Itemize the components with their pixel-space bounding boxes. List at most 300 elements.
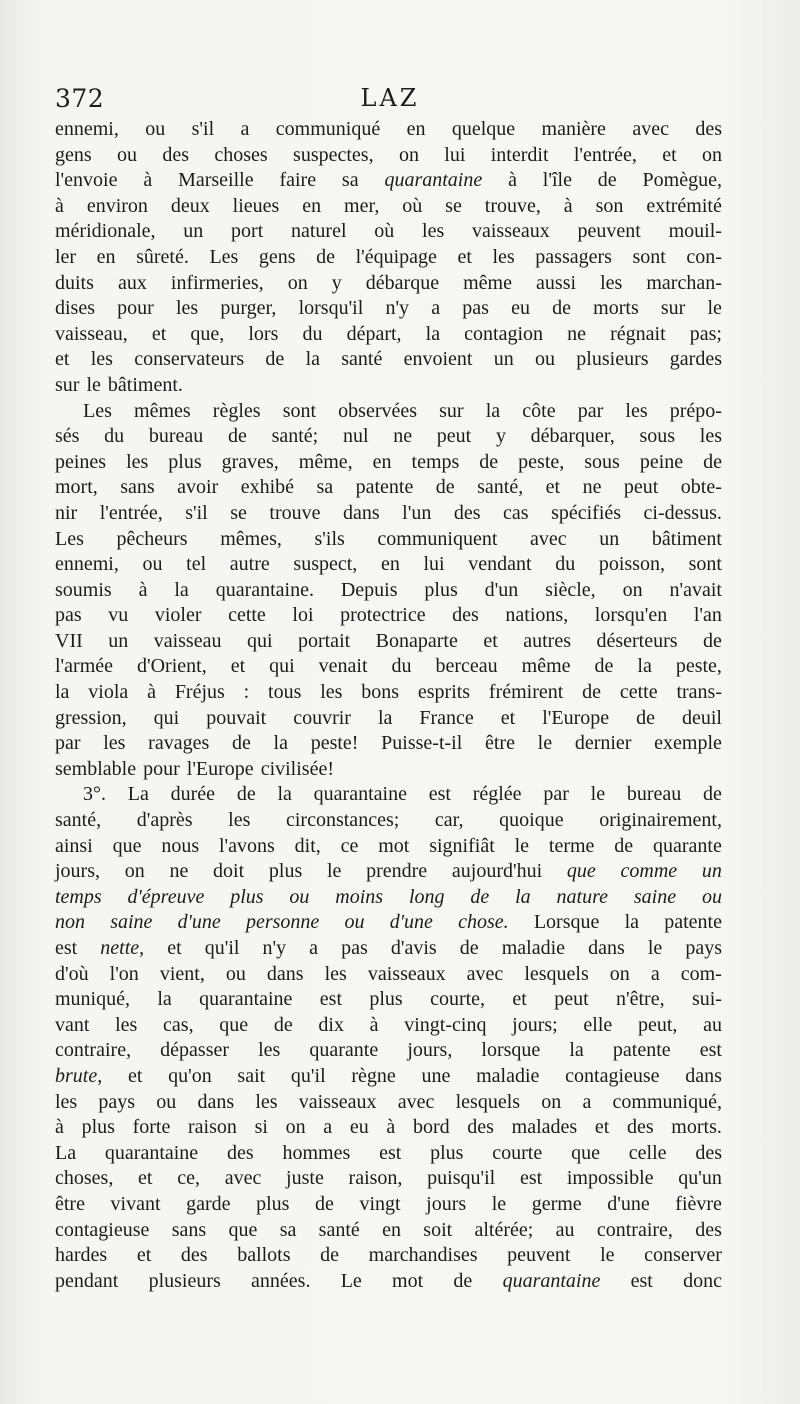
word: a bbox=[323, 1116, 333, 1139]
word: a bbox=[240, 118, 250, 140]
text-line bbox=[55, 1141, 722, 1167]
word: à bbox=[386, 1116, 396, 1139]
word: mouil- bbox=[668, 220, 722, 243]
word: lesquels bbox=[524, 962, 589, 985]
text-line bbox=[55, 603, 722, 629]
word: débarque bbox=[365, 271, 440, 294]
word: vient, bbox=[159, 962, 205, 985]
word: soit bbox=[423, 1218, 453, 1241]
text-line bbox=[55, 987, 722, 1013]
word: contagieuse bbox=[55, 1218, 150, 1241]
word: au bbox=[703, 1013, 722, 1036]
word: un bbox=[599, 527, 620, 550]
word: ou bbox=[117, 143, 138, 166]
word: santé, bbox=[55, 809, 102, 832]
word: choses bbox=[214, 143, 268, 166]
word: Les bbox=[209, 245, 239, 268]
word: tous bbox=[268, 681, 302, 704]
word: par bbox=[55, 732, 81, 755]
word: altérée; bbox=[474, 1218, 534, 1241]
word: la bbox=[305, 348, 320, 371]
word: impossible bbox=[566, 1167, 654, 1190]
word: à bbox=[508, 169, 517, 192]
word: pas; bbox=[689, 322, 722, 345]
word: gardes bbox=[669, 348, 722, 371]
word: ravages bbox=[148, 732, 210, 755]
word: passagers bbox=[535, 245, 612, 268]
word: ce, bbox=[177, 1167, 200, 1190]
word: soumis bbox=[55, 578, 112, 601]
word: port bbox=[231, 220, 264, 243]
text-line bbox=[55, 1218, 722, 1244]
word: dit, bbox=[294, 834, 321, 857]
word: spécifiés bbox=[551, 501, 622, 524]
word: malades bbox=[511, 1116, 578, 1139]
word: se bbox=[230, 501, 247, 524]
text-line bbox=[55, 271, 722, 297]
word: vu bbox=[108, 604, 129, 627]
word: la bbox=[637, 655, 652, 678]
word: sans bbox=[120, 476, 155, 499]
word: sur bbox=[660, 297, 686, 320]
word: des bbox=[162, 143, 190, 166]
word: originairement, bbox=[599, 809, 722, 832]
word: sa bbox=[341, 169, 359, 192]
word: infirmeries, bbox=[170, 271, 264, 294]
word: l'île bbox=[542, 169, 572, 192]
word: avoir bbox=[177, 476, 219, 499]
word: avec bbox=[632, 118, 669, 140]
word: s'il bbox=[185, 501, 208, 524]
word: mêmes, bbox=[220, 527, 282, 550]
word: et bbox=[483, 629, 498, 652]
word: de bbox=[227, 425, 247, 448]
word: le bbox=[326, 860, 342, 883]
body-text bbox=[55, 117, 722, 1294]
word: un bbox=[108, 629, 129, 652]
word: qu'il bbox=[290, 1064, 326, 1087]
word: muniqué, bbox=[55, 988, 130, 1011]
word: règles bbox=[212, 399, 261, 422]
word: aux bbox=[117, 271, 147, 294]
word: mer, bbox=[344, 194, 380, 217]
word: on bbox=[285, 1116, 306, 1139]
word: non bbox=[55, 911, 85, 934]
word: on bbox=[609, 962, 630, 985]
word: d'une bbox=[389, 911, 433, 934]
word: ne bbox=[567, 322, 587, 345]
word: peste, bbox=[675, 655, 722, 678]
word: vivant bbox=[110, 1192, 161, 1215]
word: et bbox=[457, 245, 472, 268]
word: graves, bbox=[221, 450, 279, 473]
word: sur bbox=[439, 399, 464, 422]
word: de bbox=[273, 1013, 293, 1036]
word: Pomègue, bbox=[642, 169, 722, 192]
text-line bbox=[55, 1064, 722, 1090]
word: où bbox=[402, 194, 423, 217]
word: s'ils bbox=[314, 527, 345, 550]
word: prendre bbox=[366, 860, 428, 883]
word: le bbox=[514, 834, 530, 857]
word: purger, bbox=[220, 297, 277, 320]
word: peut bbox=[436, 425, 472, 448]
word: ou bbox=[535, 348, 556, 371]
word: cette bbox=[619, 681, 658, 704]
word: plus bbox=[369, 988, 403, 1011]
word: pas bbox=[55, 604, 82, 627]
word: ou bbox=[156, 1090, 177, 1113]
word: on bbox=[398, 143, 419, 166]
word: suspect, bbox=[293, 553, 358, 576]
text-line bbox=[55, 219, 722, 245]
text-line bbox=[55, 578, 722, 604]
word: des bbox=[467, 1116, 494, 1139]
word: vaisseau bbox=[153, 629, 222, 652]
word: sui- bbox=[691, 988, 722, 1011]
word: patente bbox=[612, 1039, 671, 1062]
word: semblable bbox=[55, 757, 137, 780]
word: la bbox=[55, 681, 70, 704]
text-line bbox=[55, 1192, 722, 1218]
word: à bbox=[143, 169, 153, 192]
word: puisqu'il bbox=[427, 1167, 496, 1190]
word: VII bbox=[55, 629, 83, 652]
word: venait bbox=[318, 655, 368, 678]
word: Marseille bbox=[178, 169, 254, 192]
word: sés bbox=[55, 425, 80, 448]
word: brute, bbox=[55, 1064, 103, 1087]
word: quarantaine bbox=[104, 1141, 199, 1164]
word: être bbox=[484, 732, 515, 755]
word: eu bbox=[511, 297, 530, 320]
word: quarantaine bbox=[502, 1269, 601, 1292]
word: de bbox=[614, 834, 634, 857]
word: et bbox=[594, 1116, 610, 1139]
word: contagion bbox=[464, 322, 544, 345]
word: Depuis bbox=[340, 578, 398, 601]
word: le bbox=[647, 937, 663, 959]
word: cas bbox=[503, 501, 529, 524]
word: à bbox=[55, 1116, 64, 1139]
word: nette, bbox=[100, 937, 145, 959]
word: au bbox=[555, 1218, 575, 1241]
word: dans bbox=[266, 962, 304, 985]
word: nous bbox=[161, 834, 200, 857]
word: à bbox=[563, 194, 573, 217]
word: peuvent bbox=[507, 1244, 571, 1267]
word: des bbox=[452, 604, 479, 627]
word: les bbox=[255, 1090, 278, 1113]
word: qu'il bbox=[204, 937, 240, 959]
word: quarantaine. bbox=[215, 578, 314, 601]
word: du bbox=[302, 322, 323, 345]
page-number: 372 bbox=[55, 84, 105, 113]
word: maladie bbox=[476, 1064, 540, 1087]
word: aujourd'hui bbox=[451, 860, 543, 883]
word: de bbox=[265, 348, 285, 371]
word: on bbox=[124, 860, 145, 883]
word: obte- bbox=[680, 476, 722, 499]
word: de bbox=[470, 885, 490, 908]
word: celle bbox=[628, 1141, 667, 1164]
word: quarantaine bbox=[313, 783, 407, 806]
word: les bbox=[422, 220, 445, 243]
word: de bbox=[552, 297, 572, 320]
word: ler bbox=[55, 245, 77, 268]
word: mot bbox=[378, 834, 410, 857]
word: bâtiment bbox=[651, 527, 722, 550]
word: manière bbox=[541, 118, 606, 140]
word: plus bbox=[256, 1192, 290, 1215]
text-line bbox=[55, 527, 722, 553]
word: elle bbox=[583, 1013, 613, 1036]
word: les bbox=[320, 681, 343, 704]
word: que bbox=[228, 1218, 258, 1241]
word: contraire, bbox=[55, 1039, 132, 1062]
text-line bbox=[55, 296, 722, 322]
word: par bbox=[577, 399, 604, 422]
word: 3°. bbox=[83, 783, 106, 806]
word: poisson, bbox=[598, 553, 665, 576]
text-line bbox=[55, 450, 722, 476]
word: la bbox=[157, 988, 172, 1011]
word: le bbox=[537, 732, 553, 755]
text-line bbox=[55, 117, 722, 143]
word: un bbox=[493, 348, 514, 371]
word: morts. bbox=[671, 1116, 722, 1139]
word: peut, bbox=[637, 1013, 678, 1036]
word: deux bbox=[170, 194, 210, 217]
word: long bbox=[408, 885, 445, 908]
word: hommes bbox=[282, 1141, 351, 1164]
word: comme bbox=[620, 860, 678, 883]
word: qui bbox=[246, 629, 273, 652]
word: Les bbox=[83, 399, 112, 422]
word: est bbox=[428, 783, 451, 806]
word: méridionale, bbox=[55, 220, 156, 243]
word: de bbox=[315, 1192, 334, 1215]
word: de bbox=[703, 783, 722, 806]
word: les bbox=[625, 399, 648, 422]
word: faire bbox=[279, 169, 317, 192]
word: interdit bbox=[490, 143, 549, 166]
word: gens bbox=[55, 143, 92, 166]
word: le bbox=[491, 1192, 507, 1215]
text-line bbox=[55, 475, 722, 501]
word: les bbox=[600, 271, 623, 294]
word: de bbox=[453, 1269, 473, 1292]
word: et bbox=[662, 143, 677, 166]
text-line bbox=[55, 399, 722, 425]
word: est bbox=[699, 1039, 722, 1062]
word: sont bbox=[632, 245, 666, 268]
word: la bbox=[515, 885, 531, 908]
word: réglée bbox=[472, 783, 522, 806]
word: pour bbox=[117, 297, 154, 320]
word: santé, bbox=[477, 476, 524, 499]
word: est bbox=[319, 988, 343, 1011]
word: où bbox=[374, 220, 395, 243]
word: naturel bbox=[291, 220, 347, 243]
word: l'armée bbox=[55, 655, 114, 678]
word: les bbox=[115, 1013, 138, 1036]
word: bord bbox=[412, 1116, 450, 1139]
word: de bbox=[231, 732, 251, 755]
word: circonstances; bbox=[286, 809, 400, 832]
word: dans bbox=[197, 1090, 235, 1113]
word: pas bbox=[341, 937, 368, 959]
word: années. bbox=[251, 1269, 311, 1292]
word: les bbox=[175, 297, 199, 320]
word: l'an bbox=[693, 604, 722, 627]
word: plus bbox=[268, 860, 303, 883]
word: juste bbox=[286, 1167, 324, 1190]
word: prépo- bbox=[669, 399, 722, 422]
text-line bbox=[55, 1269, 722, 1295]
word: de bbox=[703, 450, 722, 473]
word: mot bbox=[392, 1269, 424, 1292]
word: de bbox=[479, 450, 499, 473]
word: ou bbox=[701, 885, 722, 908]
word: maladie bbox=[501, 937, 566, 959]
word: lui bbox=[423, 553, 445, 576]
word: pendant bbox=[55, 1269, 119, 1292]
text-line bbox=[55, 757, 722, 783]
word: et bbox=[545, 476, 561, 499]
word: la bbox=[485, 399, 501, 422]
word: chose. bbox=[458, 911, 509, 934]
word: Puisse-t-il bbox=[381, 732, 463, 755]
text-line bbox=[55, 1038, 722, 1064]
word: l'un bbox=[402, 501, 432, 524]
word: eu bbox=[349, 1116, 369, 1139]
word: ci-dessus. bbox=[643, 501, 722, 524]
word: régnait bbox=[610, 322, 666, 345]
word: y bbox=[495, 425, 506, 448]
word: est bbox=[630, 1269, 653, 1292]
word: sait bbox=[237, 1064, 266, 1087]
word: civilisée! bbox=[260, 757, 334, 780]
word: d'après bbox=[136, 809, 193, 832]
word: le bbox=[590, 783, 606, 806]
word: a bbox=[650, 962, 660, 985]
word: peines bbox=[55, 450, 107, 473]
word: lorsque bbox=[481, 1039, 541, 1062]
text-line bbox=[55, 1243, 722, 1269]
word: car, bbox=[434, 809, 464, 832]
word: Fréjus bbox=[174, 681, 225, 704]
word: pouvait bbox=[206, 706, 267, 729]
word: portait bbox=[297, 629, 351, 652]
word: un bbox=[183, 220, 204, 243]
word: quoique bbox=[499, 809, 564, 832]
word: plus bbox=[81, 1116, 115, 1139]
word: la bbox=[277, 783, 292, 806]
word: ce bbox=[340, 834, 359, 857]
word: couvrir bbox=[293, 706, 351, 729]
word: protectrice bbox=[340, 604, 426, 627]
word: autre bbox=[229, 553, 270, 576]
word: La bbox=[127, 783, 149, 806]
word: bons bbox=[361, 681, 400, 704]
word: vaisseau, bbox=[55, 322, 128, 345]
word: dernier bbox=[574, 732, 632, 755]
word: on bbox=[702, 143, 722, 166]
word: contagieuse bbox=[565, 1064, 660, 1087]
word: pays bbox=[685, 937, 722, 959]
word: jours; bbox=[512, 1013, 558, 1036]
word: personne bbox=[245, 911, 320, 934]
word: et bbox=[127, 1064, 143, 1087]
word: de bbox=[597, 169, 617, 192]
text-line bbox=[55, 373, 722, 399]
word: dans bbox=[343, 501, 380, 524]
word: d'une bbox=[177, 911, 221, 934]
word: ennemi, bbox=[55, 118, 119, 140]
word: quarante bbox=[309, 1039, 379, 1062]
word: pays bbox=[98, 1090, 136, 1113]
word: dépasser bbox=[160, 1039, 230, 1062]
text-line bbox=[55, 654, 722, 680]
word: qu'un bbox=[678, 1167, 722, 1190]
word: l'on bbox=[109, 962, 139, 985]
word: d'un bbox=[484, 578, 519, 601]
word: les bbox=[90, 348, 113, 371]
word: Lorsque bbox=[533, 911, 600, 934]
word: lesquels bbox=[455, 1090, 521, 1113]
word: courte bbox=[492, 1141, 543, 1164]
word: d'Orient, bbox=[137, 655, 207, 678]
word: dises bbox=[55, 297, 95, 320]
word: sont bbox=[282, 399, 317, 422]
word: se bbox=[445, 194, 462, 217]
word: vaisseaux bbox=[367, 962, 446, 985]
word: durée bbox=[170, 783, 216, 806]
word: lieues bbox=[232, 194, 280, 217]
word: temps bbox=[55, 885, 102, 908]
word: l'entrée, bbox=[573, 143, 637, 166]
word: vendant bbox=[468, 553, 532, 576]
word: et bbox=[55, 348, 70, 371]
word: a bbox=[309, 937, 319, 959]
word: quarantaine bbox=[199, 988, 293, 1011]
word: des bbox=[626, 1116, 654, 1139]
word: ne bbox=[169, 860, 189, 883]
word: cette bbox=[228, 604, 266, 627]
word: trouve, bbox=[484, 194, 541, 217]
word: des bbox=[180, 1244, 208, 1267]
word: duits bbox=[55, 271, 94, 294]
word: de bbox=[435, 476, 455, 499]
word: pas bbox=[462, 297, 489, 320]
word: et bbox=[230, 655, 246, 678]
word: plus bbox=[424, 578, 458, 601]
word: La bbox=[55, 1141, 77, 1164]
word: deuil bbox=[681, 706, 722, 729]
word: que bbox=[566, 860, 596, 883]
text-line bbox=[55, 629, 722, 655]
word: plusieurs bbox=[148, 1269, 221, 1292]
word: environ bbox=[86, 194, 148, 217]
word: est bbox=[519, 1167, 543, 1190]
word: temps bbox=[411, 450, 460, 473]
word: ou bbox=[344, 911, 365, 934]
word: du bbox=[555, 553, 576, 576]
word: nir bbox=[55, 501, 78, 524]
word: quarante bbox=[653, 834, 722, 857]
word: et bbox=[151, 322, 167, 345]
